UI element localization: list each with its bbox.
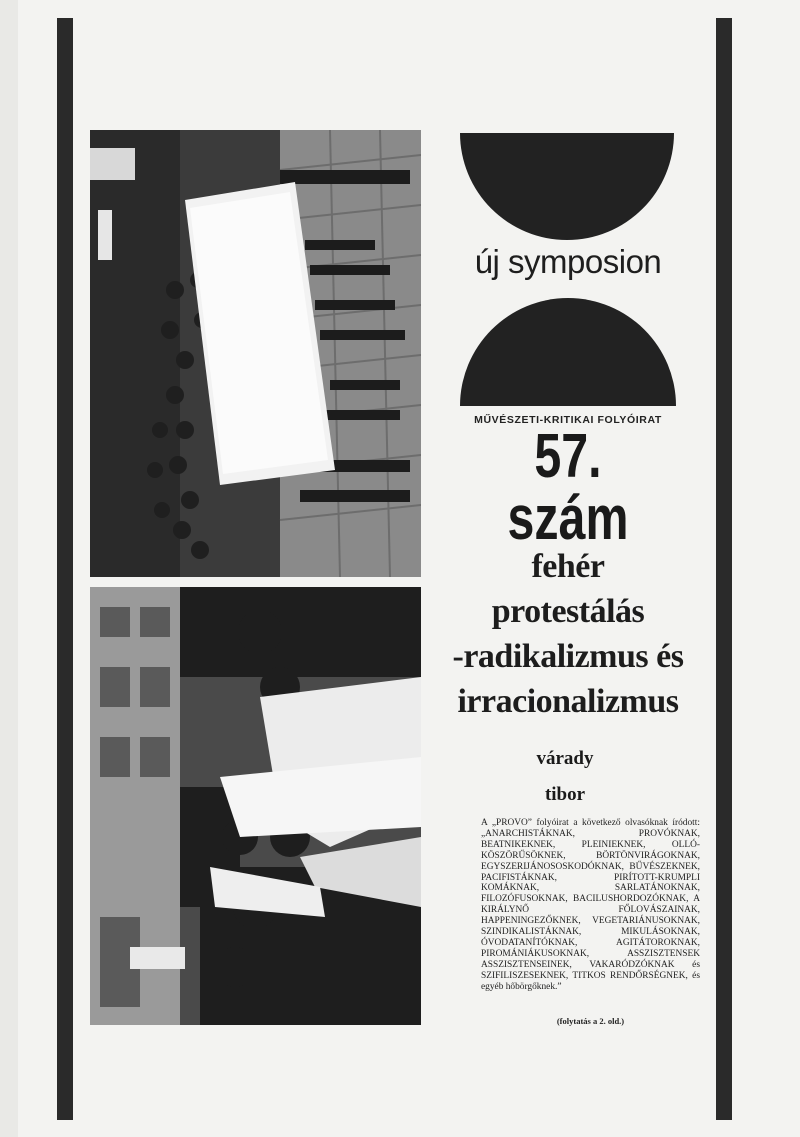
issue-number: 57. szám (507, 422, 629, 553)
masthead-bottom-half-disc (460, 298, 676, 406)
marchers-photo (90, 587, 421, 1025)
protest-banner-photo (90, 130, 421, 577)
magazine-title: új symposion (474, 243, 662, 280)
left-black-rule (57, 18, 73, 1120)
magazine-subtitle: MŰVÉSZETI-KRITIKAI FOLYÓIRAT (474, 414, 662, 426)
continued-note: (folytatás a 2. old.) (556, 1016, 625, 1026)
article-author (490, 741, 640, 813)
headline-line: -radikalizmus és (452, 638, 684, 675)
page-edge (0, 0, 18, 1137)
headline-line: irracionalizmus (457, 683, 679, 720)
right-black-rule (716, 18, 732, 1120)
article-headline (425, 544, 711, 724)
masthead-top-half-disc (460, 133, 674, 240)
headline-line: fehér (531, 548, 605, 585)
headline-line: protestálás (491, 593, 645, 630)
author-line: várady (536, 748, 594, 769)
author-line: tibor (544, 784, 586, 805)
article-body: A „PROVO” folyóirat a következő olvasóknak íródott: „ANARCHISTÁKNAK, PROVÓKNAK, BEATNIKEKNEK, PLEINIEKNEK, OLLÓ-KÖSZÖRŰSÖKNEK, BÖRTÖNVIRÁGOKNAK, EGYSZERIJÁNOSOSKODÓKNAK, BŰVÉSZEKNEK, PACIFISTÁKNAK, PIRÍTOTT-KRUMPLI KOMÁKNAK, SARLATÁNOKNAK, FILOZÓFUSOKNAK, BACILUSHORDOZÓKNAK, A KIRÁLYNŐ FŐLOVÁSZAINAK, HAPPENINGEZŐKNEK, VEGETARIÁNUSOKNAK, SZINDIKALISTÁKNAK, MIKULÁSOKNAK, ÓVODATANÍTÓKNAK, AGITÁTOROKNAK, PIROMÁNIÁKUSOKNAK, ASSZISZTENSEK ASSZISZTENSEINEK, VAKARÓDZÓKNAK és SZIFILISZESEKNEK, TITKOS RENDŐRSÉGNEK, és egyéb hőbörgőknek.” (481, 818, 700, 992)
